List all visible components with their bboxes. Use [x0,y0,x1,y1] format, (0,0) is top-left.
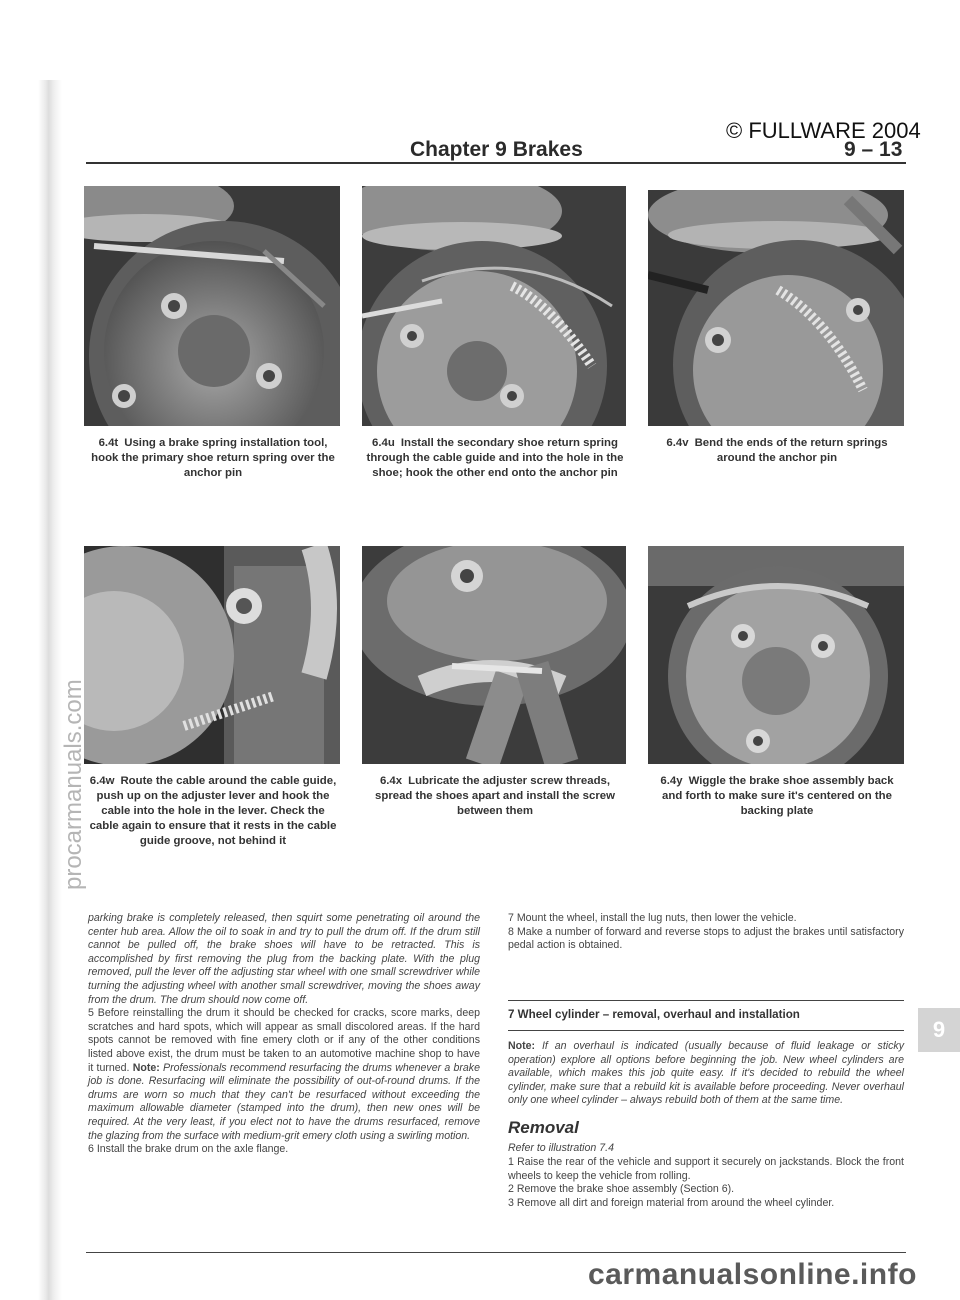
header-rule [86,162,906,164]
note-label: Note: [132,1061,160,1074]
figure-id: 6.4x [379,775,403,787]
figure-caption-6.4u [364,436,626,481]
watermark-vertical: procarmanuals.com [60,679,87,890]
paragraph-removal-3: 3 Remove all dirt and foreign material from around the wheel cylinder. [508,1196,835,1209]
figure-caption-text: Lubricate the adjuster screw threads, spread the shoes apart and install the screw between them [375,775,615,817]
footer-rule [86,1252,906,1253]
paragraph-removal-1: 1 Raise the rear of the vehicle and support it securely on jackstands. Block the front wheels to keep the vehicle from rolling. [508,1156,904,1182]
figure-caption-6.4t [86,436,340,481]
figure-id: 6.4w [89,775,115,787]
chapter-tab: 9 [918,1008,960,1052]
photo-6.4v [648,190,904,426]
section-rule-top [508,1000,904,1001]
subheading-removal: Removal [508,1118,579,1137]
photo-6.4t [84,186,340,426]
note-label: Note: [508,1040,536,1052]
right-text-column-top [508,912,904,953]
photo-6.4x [362,546,626,764]
illustration-reference: Refer to illustration 7.4 [508,1142,614,1154]
figure-caption-text: Wiggle the brake shoe assembly back and forth to make sure it's centered on the backing plate [662,775,894,817]
paragraph-drum-retract: parking brake is completely released, then squirt some penetrating oil around the center hub area. Allow the oil to soak in and try to pull the drum off. If the drum still cannot be pulled off, the brake shoes will have to be retracted. This is accomplished by first removing the plug from the backing plate. With the plug removed, pull the lever off the adjusting star wheel with one small screwdriver while turning the adjusting wheel with another small screwdriver, moving the shoes away from the drum. The drum should now come off. [88,912,480,1006]
figure-id: 6.4y [660,775,683,787]
page-number: 9 – 13 [844,138,903,161]
left-text-column [88,912,480,1157]
figure-caption-text: Using a brake spring installation tool, hook the primary shoe return spring over the anchor pin [91,437,335,479]
paragraph-step-8: 8 Make a number of forward and reverse stops to adjust the brakes until satisfactory pedal action is obtained. [508,925,904,952]
figure-caption-6.4y [652,774,902,819]
section-title: 7 Wheel cylinder – removal, overhaul and installation [508,1008,800,1021]
photo-6.4y [648,546,904,764]
note-resurfacing: Professionals recommend resurfacing the drums whenever a brake job is done. Resurfacing will eliminate the possibility of out-of-round drums. If the drums are worn so much that they can't be resurfaced without exceeding the maximum allowable diameter (stamped into the drum), then new ones will be required. At the very least, if you elect not to have the drums resurfaced, remove the glazing from the surface with medium-grit emery cloth using a swirling motion. [88,1061,480,1142]
note-wheel-cylinder: If an overhaul is indicated (usually because of fluid leakage or sticky operation) explore all options before beginning the job. New wheel cylinders are available, which makes this job quite easy. If it's decided to rebuild the wheel cylinder, make sure that a rebuild kit is available before proceeding. Never overhaul only one wheel cylinder – always rebuild both of them at the same time. [508,1040,905,1107]
paragraph-step-7: 7 Mount the wheel, install the lug nuts, then lower the vehicle. [508,912,797,924]
watermark-bottom: carmanualsonline.info [588,1258,917,1291]
figure-caption-6.4w [86,774,340,849]
scan-shadow [38,80,62,1300]
paragraph-step-5 [88,1007,480,1143]
figure-id: 6.4v [666,437,689,449]
paragraph-step-6: 6 Install the brake drum on the axle flange. [88,1143,289,1156]
figure-caption-6.4v [652,436,902,466]
section-rule-bottom [508,1030,904,1031]
figure-caption-text: Route the cable around the cable guide, push up on the adjuster lever and hook the cable into the hole in the lever. Check the cable again to ensure that it rests in the cable guide groove, not behind it [89,775,337,847]
photo-6.4w [84,546,340,764]
step-5-text: 5 Before reinstalling the drum it should be checked for cracks, score marks, deep scratches and hard spots, which will appear as small discolored areas. If the hard spots cannot be removed with fine emery cloth or if any of the other conditions listed above exist, the drum must be taken to an automotive machine shop to have it turned. [88,1007,480,1074]
figure-caption-text: Install the secondary shoe return spring through the cable guide and into the hole in the shoe; hook the other end onto the anchor pin [366,437,624,479]
copyright-notice: © FULLWARE 2004 [726,118,921,143]
chapter-title: Chapter 9 Brakes [410,138,583,161]
figure-caption-text: Bend the ends of the return springs around the anchor pin [694,437,888,464]
figure-id: 6.4u [372,437,395,449]
figure-id: 6.4t [98,437,119,449]
right-text-column-note [508,1040,904,1108]
paragraph-removal-2: 2 Remove the brake shoe assembly (Section 6). [508,1183,735,1196]
right-text-column-steps [508,1156,904,1210]
figure-caption-6.4x [364,774,626,819]
photo-6.4u [362,186,626,426]
